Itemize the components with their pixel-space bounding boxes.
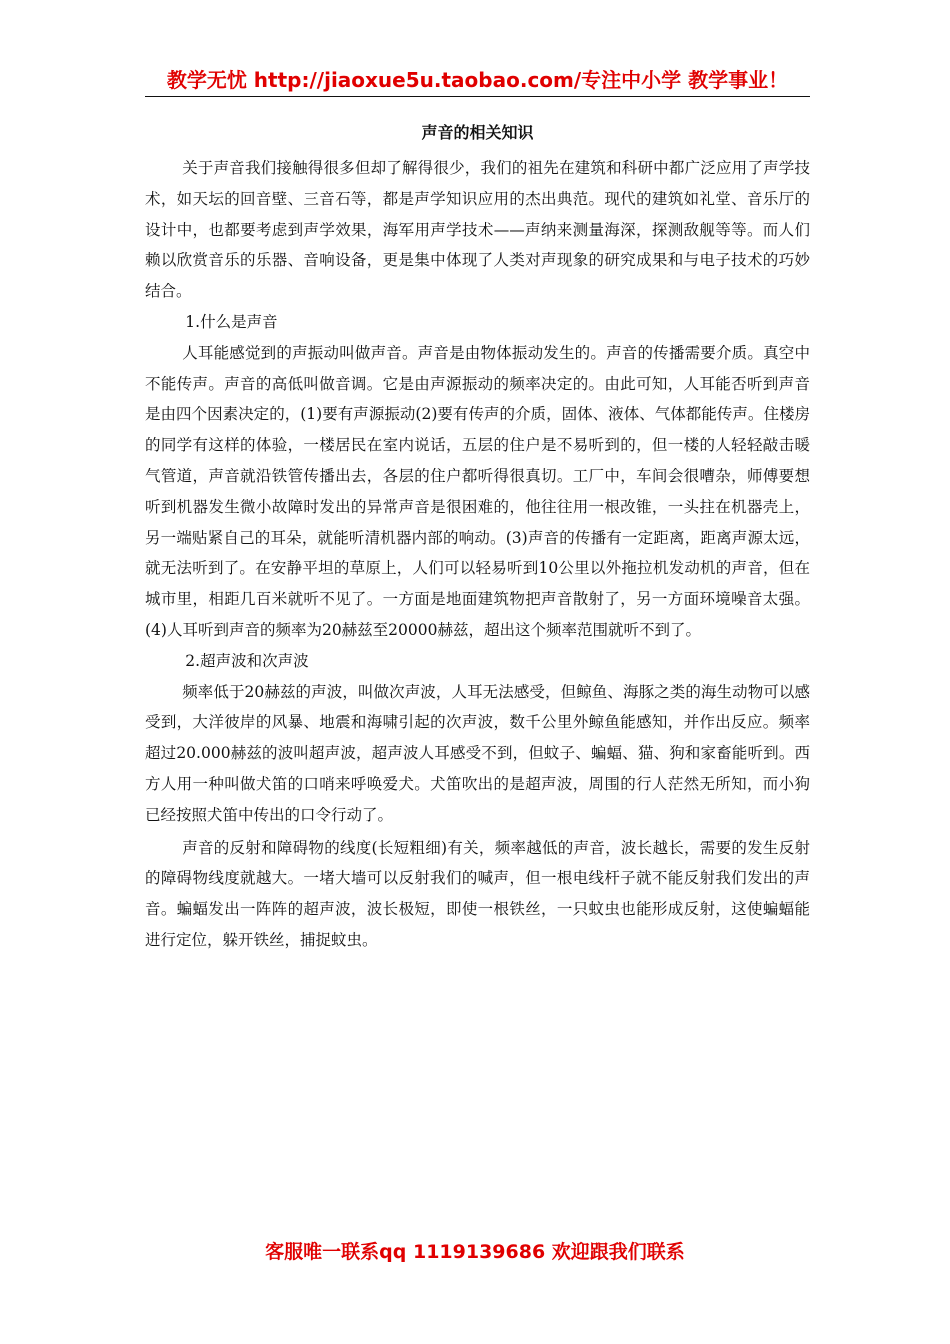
section-heading-what-is-sound: 1.什么是声音: [185, 312, 278, 331]
header-divider: [145, 96, 810, 97]
body-paragraph-sound: 人耳能感觉到的声振动叫做声音。声音是由物体振动发生的。声音的传播需要介质。真空中不能传声。声音的高低叫做音调。它是由声源振动的频率决定的。由此可知，人耳能否听到声音是由四个因素决定的，(1)要有声源振动(2)要有传声的介质，固体、液体、气体都能传声。住楼房的同学有这样的体验，一楼居民在室内说话，五层的住户是不易听到的，但一楼的人轻轻敲击暖气管道，声音就沿铁管传播出去，各层的住户都听得很真切。工厂中，车间会很嘈杂，师傅要想听到机器发生微小故障时发出的异常声音是很困难的，他往往用一根改锥，一头拄在机器壳上，另一端贴紧自己的耳朵，就能听清机器内部的响动。(3)声音的传播有一定距离，距离声源太远，就无法听到了。在安静平坦的草原上，人们可以轻易听到10公里以外拖拉机发动机的声音，但在城市里，相距几百米就听不见了。一方面是地面建筑物把声音散射了，另一方面环境噪音太强。(4)人耳听到声音的频率为20赫兹至20000赫兹，超出这个频率范围就听不到了。: [145, 343, 810, 639]
footer-contact: 客服唯一联系qq 1119139686 欢迎跟我们联系: [265, 1241, 685, 1263]
document-title: 声音的相关知识: [421, 123, 534, 142]
body-paragraph-reflection: 声音的反射和障碍物的线度(长短粗细)有关，频率越低的声音，波长越长，需要的发生反射的障碍物线度就越大。一堵大墙可以反射我们的喊声，但一根电线杆子就不能反射我们发出的声音。蝙蝠发出一阵阵的超声波，波长极短，即使一根铁丝，一只蚊虫也能形成反射，这使蝙蝠能进行定位，躲开铁丝，捕捉蚊虫。: [145, 838, 810, 949]
header-banner: 教学无忧 http://jiaoxue5u.taobao.com/专注中小学 教学事业！: [166, 68, 789, 92]
intro-paragraph: 关于声音我们接触得很多但却了解得很少，我们的祖先在建筑和科研中都广泛应用了声学技术，如天坛的回音壁、三音石等，都是声学知识应用的杰出典范。现代的建筑如礼堂、音乐厅的设计中，也都要考虑到声学效果，海军用声学技术——声纳来测量海深，探测敌舰等等。而人们赖以欣赏音乐的乐器、音响设备，更是集中体现了人类对声现象的研究成果和与电子技术的巧妙结合。: [145, 159, 810, 301]
body-paragraph-waves: 频率低于20赫兹的声波，叫做次声波，人耳无法感受，但鲸鱼、海豚之类的海生动物可以感受到，大洋彼岸的风暴、地震和海啸引起的次声波，数千公里外鲸鱼能感知，并作出反应。频率超过20.000赫兹的波叫超声波，超声波人耳感受不到，但蚊子、蝙蝠、猫、狗和家畜能听到。西方人用一种叫做犬笛的口哨来呼唤爱犬。犬笛吹出的是超声波，周围的行人茫然无所知，而小狗已经按照犬笛中传出的口令行动了。: [145, 682, 810, 824]
section-heading-ultrasound-infrasound: 2.超声波和次声波: [185, 651, 309, 670]
document-body: [145, 153, 810, 956]
